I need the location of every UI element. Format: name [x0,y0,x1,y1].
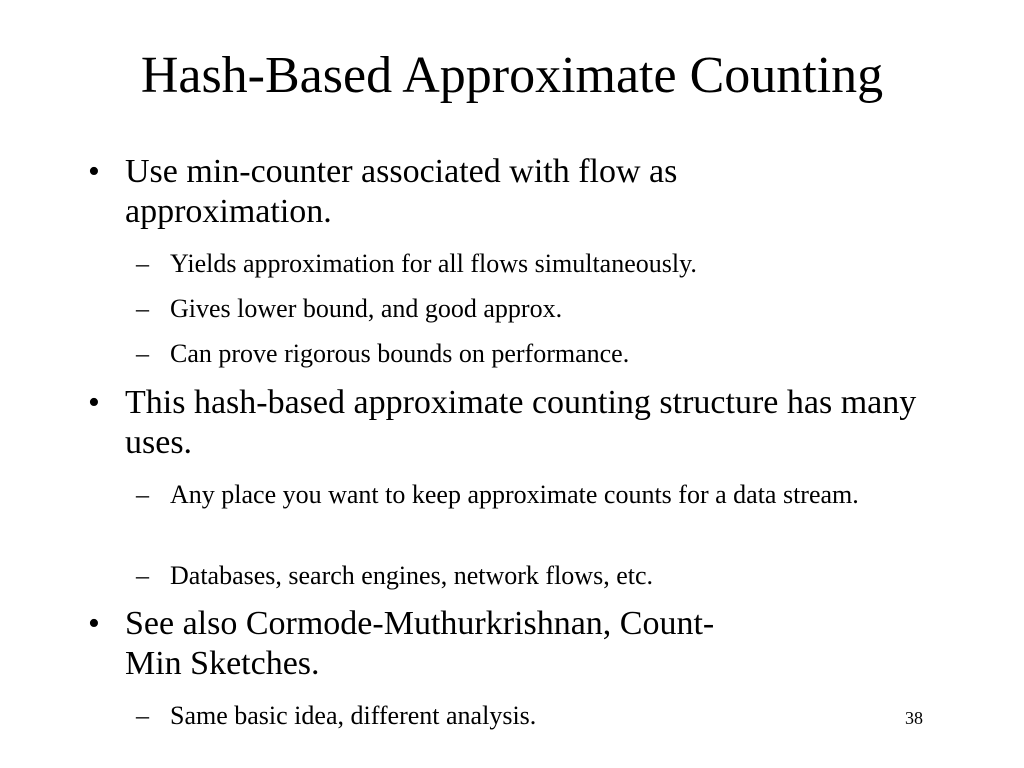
sub-bullet-item [136,478,926,512]
sub-bullet-text: Can prove rigorous bounds on performance. [170,339,630,368]
sub-bullet-marker: – [136,294,149,323]
bullet-marker: • [88,153,100,190]
sub-bullet-item [136,559,926,593]
sub-bullet-item [136,247,926,281]
sub-bullet-marker: – [136,480,149,509]
bullet-marker: • [88,605,100,642]
sub-bullet-item [136,337,926,371]
sub-bullet-text: Databases, search engines, network flows, etc. [170,561,653,590]
sub-bullet-marker: – [136,339,149,368]
bullet-item [88,152,968,232]
sub-bullet-text: Same basic idea, different analysis. [170,701,537,730]
sub-bullet-item [136,699,926,733]
sub-bullet-text: Yields approximation for all flows simultaneously. [170,249,697,278]
sub-bullet-text: Any place you want to keep approximate counts for a data stream. [170,480,859,509]
sub-bullet-marker: – [136,561,149,590]
bullet-text: See also Cormode-Muthurkrishnan, Count-Min Sketches. [125,605,715,682]
bullet-item [88,383,968,463]
bullet-item [88,604,968,684]
bullet-text: This hash-based approximate counting structure has many uses. [125,384,917,461]
bullet-marker: • [88,384,100,421]
bullet-text: Use min-counter associated with flow as approximation. [125,153,678,230]
sub-bullet-marker: – [136,701,149,730]
sub-bullet-item [136,292,926,326]
slide-title: Hash-Based Approximate Counting [140,47,884,104]
sub-bullet-text: Gives lower bound, and good approx. [170,294,563,323]
sub-bullet-marker: – [136,249,149,278]
page-number: 38 [905,708,923,728]
